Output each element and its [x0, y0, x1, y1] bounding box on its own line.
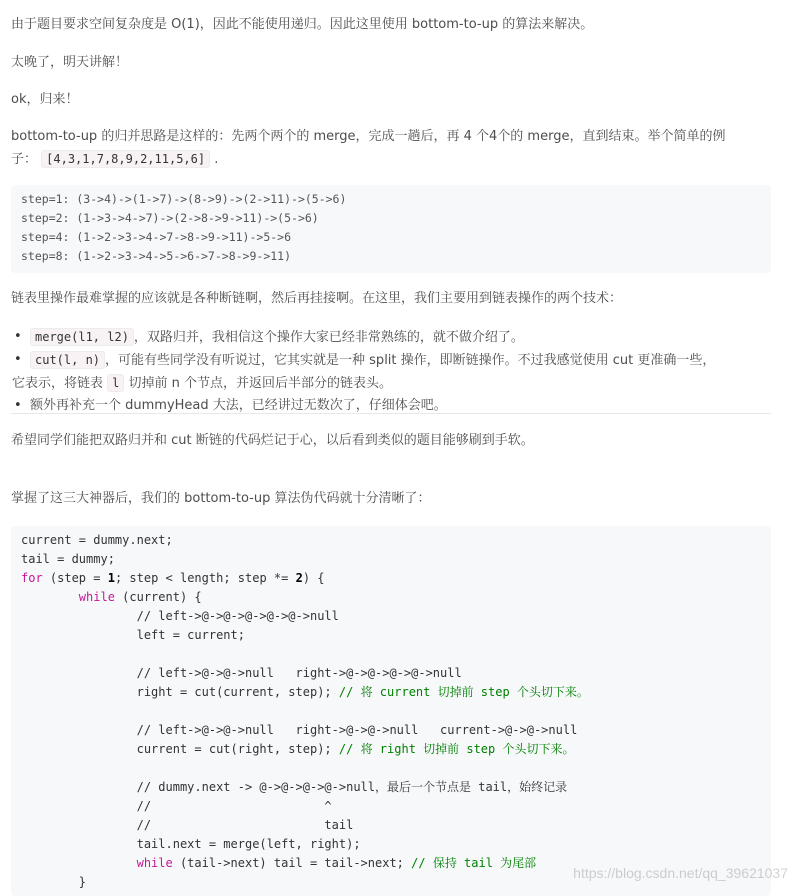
code-line — [11, 835, 771, 854]
paragraph-example — [11, 150, 218, 169]
code-line — [11, 664, 771, 683]
code-line — [11, 626, 771, 645]
list-item-merge — [30, 326, 715, 349]
code-line — [11, 740, 771, 759]
cut-code: cut(l, n) — [30, 351, 105, 369]
cut-line2-prefix: 它表示，将链表 — [12, 376, 104, 391]
comment: // tail — [136, 818, 354, 832]
code-line-blank — [11, 702, 771, 721]
code-fragment: (tail->next) tail = tail->next; — [172, 856, 412, 870]
paragraph-intro: 由于题目要求空间复杂度是 O(1)，因此不能使用递归。因此这里使用 bottom-to-up 的算法来解决。 — [11, 17, 594, 32]
comment: // dummy.next -> @->@->@->@->null，最后一个节点是 tail，始终记录 — [136, 780, 568, 794]
code-fragment: } — [78, 875, 87, 889]
merge-code: merge(l1, l2) — [30, 328, 134, 346]
steps-code-block — [11, 185, 771, 273]
paragraph-back: ok，归来！ — [11, 92, 79, 107]
comment: // 保持 tail 为尾部 — [411, 856, 537, 870]
code-line — [11, 816, 771, 835]
comment: // 将 current 切掉前 step 个头切下来。 — [338, 685, 589, 699]
example-array-code: [4,3,1,7,8,9,2,11,5,6] — [41, 150, 210, 168]
number: 2 — [295, 571, 303, 585]
code-fragment: right = cut(current, step); — [136, 685, 339, 699]
step-line-4: step=8: (1->2->3->4->5->6->7->8->9->11) — [21, 249, 292, 263]
code-line — [11, 721, 771, 740]
merge-text: ，双路归并，我相信这个操作大家已经非常熟练的，就不做介绍了。 — [133, 330, 524, 345]
code-line-blank — [11, 759, 771, 778]
paragraph-late: 太晚了，明天讲解！ — [11, 55, 129, 70]
step-line-1: step=1: (3->4)->(1->7)->(8->9)->(2->11)->(5->6) — [21, 192, 347, 206]
cut-line2-code: l — [107, 374, 124, 392]
comment: // left->@->@->null right->@->@->null current->@->@->null — [136, 723, 578, 737]
code-fragment: (step = — [42, 571, 108, 585]
list-item-cut-continued — [12, 372, 697, 395]
code-line-blank — [11, 645, 771, 664]
comment: // 将 right 切掉前 step 个头切下来。 — [338, 742, 575, 756]
keyword-for: for — [21, 571, 43, 585]
divider — [11, 413, 771, 414]
code-fragment: current = cut(right, step); — [136, 742, 339, 756]
paragraph-pseudocode-intro: 掌握了这三大神器后，我们的 bottom-to-up 算法伪代码就十分清晰了： — [11, 491, 431, 506]
comment: // ^ — [136, 799, 332, 813]
paragraph-hope: 希望同学们能把双路归并和 cut 断链的代码烂记于心，以后看到类似的题目能够刷到手软。 — [11, 433, 534, 448]
cut-line2-text: 切掉前 n 个节点，并返回后半部分的链表头。 — [128, 376, 393, 391]
paragraph-linked-list-ops: 链表里操作最难掌握的应该就是各种断链啊，然后再挂接啊。在这里，我们主要用到链表操作的两个技术： — [11, 291, 623, 306]
code-line — [11, 588, 771, 607]
watermark: https://blog.csdn.net/qq_39621037 — [573, 865, 788, 881]
code-fragment: (current) { — [114, 590, 202, 604]
step-line-2: step=2: (1->3->4->7)->(2->8->9->11)->(5->6) — [21, 211, 319, 225]
example-prefix: 子： — [11, 152, 38, 167]
list-item-cut — [30, 349, 715, 372]
code-line — [11, 797, 771, 816]
keyword-while: while — [136, 856, 173, 870]
code-line — [11, 607, 771, 626]
code-fragment: left = current; — [136, 628, 245, 642]
cut-text: ，可能有些同学没有听说过，它其实就是一种 split 操作，即断链操作。不过我感觉使用 cut 更准确一些， — [105, 353, 716, 368]
techniques-list — [12, 326, 716, 417]
code-fragment: ; step < length; step *= — [114, 571, 296, 585]
code-line — [11, 569, 771, 588]
code-line — [11, 683, 771, 702]
pseudocode-block — [11, 526, 771, 896]
keyword-while: while — [78, 590, 115, 604]
code-line — [11, 778, 771, 797]
comment: // left->@->@->@->@->@->null — [136, 609, 339, 623]
code-fragment: ) { — [302, 571, 325, 585]
code-line: current = dummy.next; — [21, 533, 173, 547]
dummyhead-text: 额外再补充一个 dummyHead 大法，已经讲过无数次了，仔细体会吧。 — [30, 398, 447, 413]
code-fragment: tail.next = merge(left, right); — [136, 837, 361, 851]
example-suffix: . — [214, 152, 219, 167]
paragraph-bottom-up-idea: bottom-to-up 的归并思路是这样的：先两个两个的 merge，完成一趟后，再 4 个4个的 merge，直到结束。举个简单的例 — [11, 129, 726, 144]
comment: // left->@->@->null right->@->@->@->@->null — [136, 666, 462, 680]
step-line-3: step=4: (1->2->3->4->7->8->9->11)->5->6 — [21, 230, 292, 244]
number: 1 — [107, 571, 115, 585]
code-line: tail = dummy; — [21, 552, 115, 566]
